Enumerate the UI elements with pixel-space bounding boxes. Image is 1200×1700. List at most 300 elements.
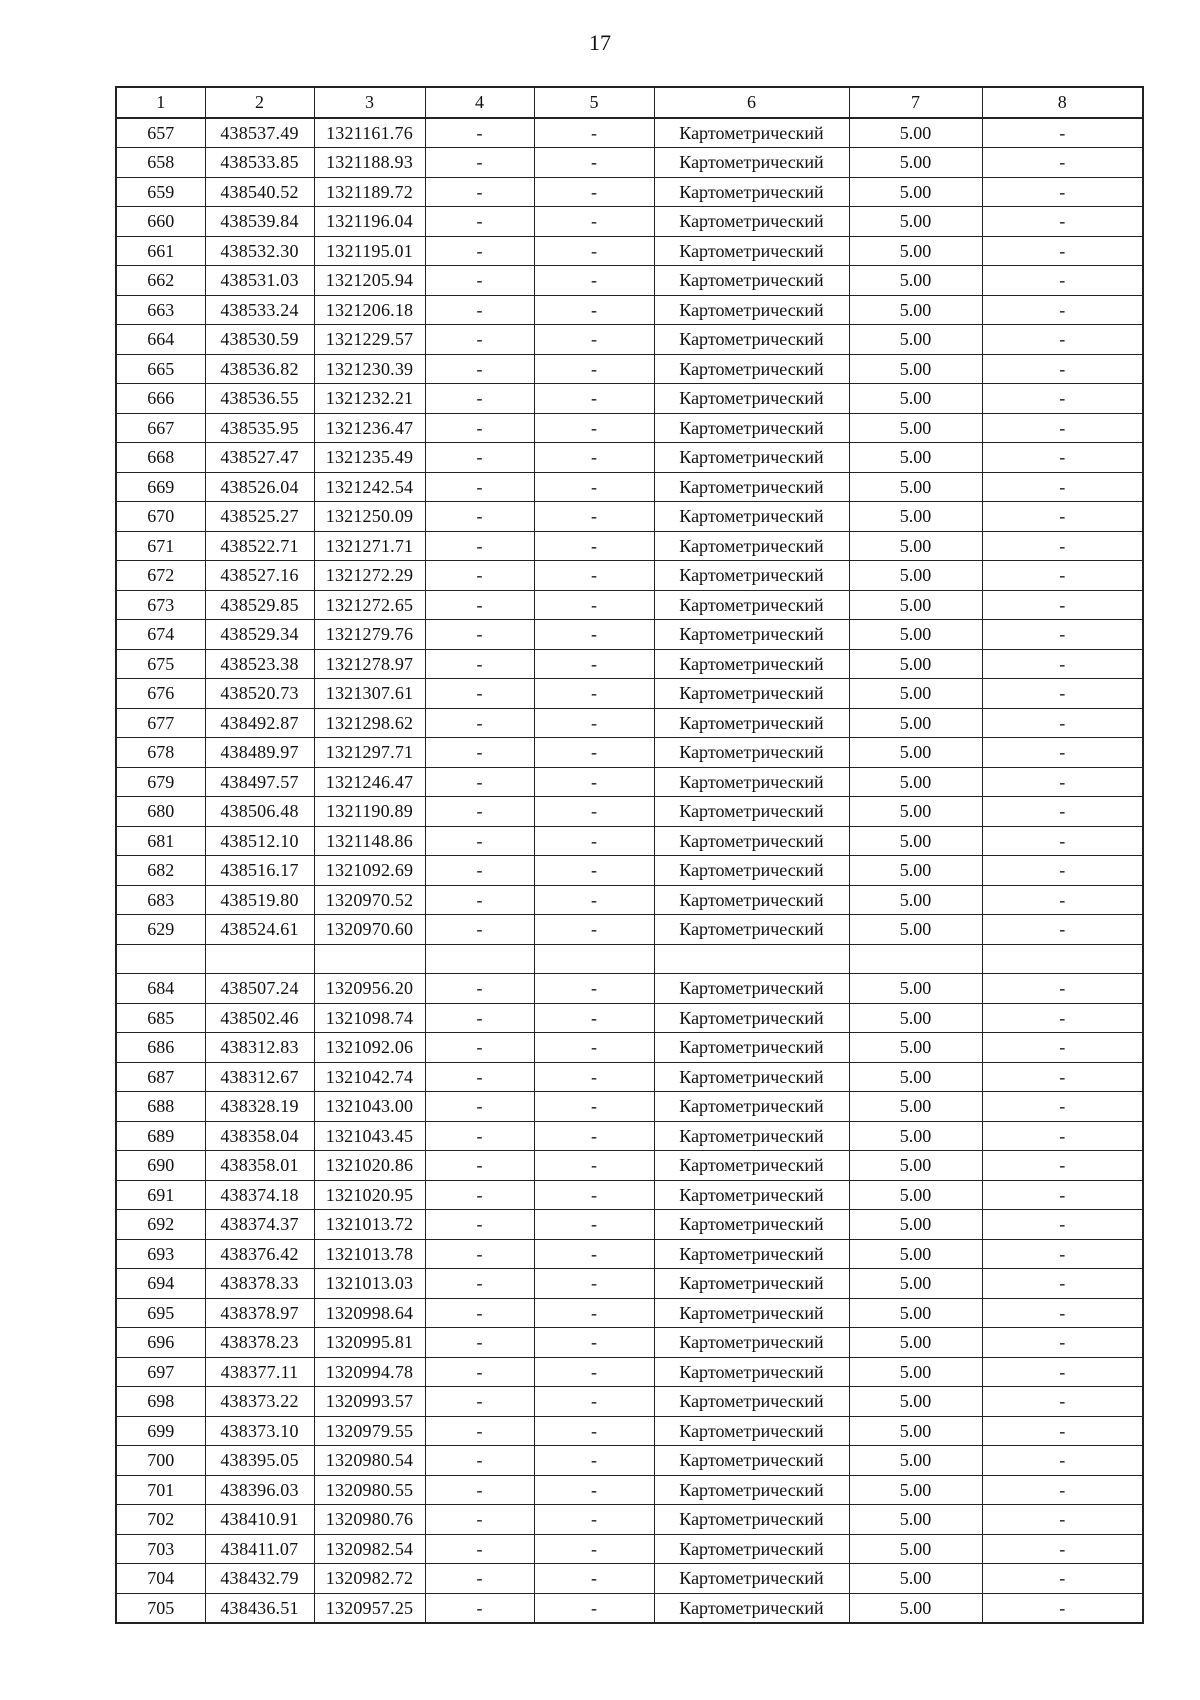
cell-col-4: - [425,1475,534,1505]
cell-y-coordinate: 1321043.00 [314,1092,425,1122]
cell-x-coordinate: 438378.33 [205,1269,314,1299]
table-row [116,1269,1143,1299]
cell-col-4: - [425,1269,534,1299]
cell-x-coordinate: 438535.95 [205,413,314,443]
column-header-2: 2 [205,87,314,118]
cell-point-number: 688 [116,1092,205,1122]
cell-y-coordinate: 1321206.18 [314,295,425,325]
cell-x-coordinate: 438328.19 [205,1092,314,1122]
cell-col-5: - [534,1328,654,1358]
cell-accuracy: 5.00 [849,561,982,591]
cell-col-5: - [534,1593,654,1623]
table-row [116,443,1143,473]
table-row [116,974,1143,1004]
cell-method: Картометрический [654,1092,849,1122]
column-header-6: 6 [654,87,849,118]
cell-accuracy: 5.00 [849,443,982,473]
cell-x-coordinate: 438312.67 [205,1062,314,1092]
cell-col-4: - [425,1180,534,1210]
cell-col-8: - [982,502,1143,532]
table-header [116,87,1143,118]
cell-y-coordinate: 1321298.62 [314,708,425,738]
cell-col-4: - [425,974,534,1004]
cell-col-8: - [982,295,1143,325]
cell-col-5: - [534,1357,654,1387]
cell-x-coordinate: 438411.07 [205,1534,314,1564]
cell-col-5: - [534,413,654,443]
cell-y-coordinate: 1320970.52 [314,885,425,915]
table-row [116,177,1143,207]
cell-method: Картометрический [654,679,849,709]
cell-point-number: 679 [116,767,205,797]
cell-point-number: 703 [116,1534,205,1564]
cell-x-coordinate: 438532.30 [205,236,314,266]
cell-col-4: - [425,177,534,207]
cell-col-8: - [982,472,1143,502]
cell-x-coordinate: 438373.22 [205,1387,314,1417]
cell-col-8: - [982,443,1143,473]
cell-y-coordinate: 1321271.71 [314,531,425,561]
table-row [116,561,1143,591]
cell-col-4: - [425,118,534,148]
cell-accuracy: 5.00 [849,207,982,237]
cell-point-number: 698 [116,1387,205,1417]
cell-accuracy: 5.00 [849,590,982,620]
cell-col-8: - [982,1298,1143,1328]
table-row [116,266,1143,296]
table-row [116,915,1143,945]
cell-accuracy: 5.00 [849,885,982,915]
cell-point-number: 668 [116,443,205,473]
cell-col-5: - [534,177,654,207]
table-row [116,1534,1143,1564]
cell-method: Картометрический [654,590,849,620]
cell-x-coordinate: 438410.91 [205,1505,314,1535]
cell-x-coordinate: 438436.51 [205,1593,314,1623]
table-row [116,590,1143,620]
cell-point-number: 657 [116,118,205,148]
cell-method: Картометрический [654,649,849,679]
cell-point-number: 699 [116,1416,205,1446]
cell-method: Картометрический [654,856,849,886]
cell-accuracy: 5.00 [849,1505,982,1535]
cell-col-8: - [982,1475,1143,1505]
cell-accuracy: 5.00 [849,148,982,178]
cell-x-coordinate: 438497.57 [205,767,314,797]
cell-col-8: - [982,679,1143,709]
cell-point-number: 695 [116,1298,205,1328]
cell-y-coordinate: 1321196.04 [314,207,425,237]
cell-col-5: - [534,325,654,355]
cell-y-coordinate: 1321232.21 [314,384,425,414]
cell-col-8: - [982,1092,1143,1122]
cell-accuracy: 5.00 [849,531,982,561]
cell-y-coordinate: 1320980.54 [314,1446,425,1476]
cell-accuracy: 5.00 [849,1269,982,1299]
cell-x-coordinate: 438520.73 [205,679,314,709]
cell-method: Картометрический [654,1239,849,1269]
cell-col-8: - [982,767,1143,797]
cell-point-number: 660 [116,207,205,237]
cell-x-coordinate: 438533.24 [205,295,314,325]
cell-col-4: - [425,443,534,473]
cell-col-5: - [534,1180,654,1210]
table-row [116,118,1143,148]
cell-accuracy: 5.00 [849,354,982,384]
cell-col-5: - [534,915,654,945]
cell-method [654,944,849,974]
column-header-1: 1 [116,87,205,118]
cell-col-4: - [425,620,534,650]
cell-accuracy: 5.00 [849,502,982,532]
cell-point-number: 696 [116,1328,205,1358]
cell-y-coordinate: 1321236.47 [314,413,425,443]
cell-col-5: - [534,1092,654,1122]
header-row [116,87,1143,118]
cell-y-coordinate: 1321013.03 [314,1269,425,1299]
cell-col-5: - [534,826,654,856]
cell-accuracy: 5.00 [849,325,982,355]
cell-point-number: 659 [116,177,205,207]
cell-accuracy: 5.00 [849,649,982,679]
cell-col-5: - [534,1121,654,1151]
cell-col-5: - [534,295,654,325]
cell-col-8: - [982,1357,1143,1387]
cell-y-coordinate: 1321229.57 [314,325,425,355]
cell-col-5: - [534,266,654,296]
cell-accuracy: 5.00 [849,1033,982,1063]
cell-accuracy: 5.00 [849,1564,982,1594]
column-header-3: 3 [314,87,425,118]
table-row [116,354,1143,384]
cell-method: Картометрический [654,974,849,1004]
cell-accuracy: 5.00 [849,1534,982,1564]
cell-col-5: - [534,148,654,178]
cell-accuracy: 5.00 [849,1387,982,1417]
cell-col-4: - [425,1239,534,1269]
table-row [116,148,1143,178]
cell-method: Картометрический [654,1121,849,1151]
cell-method: Картометрический [654,502,849,532]
cell-x-coordinate: 438524.61 [205,915,314,945]
cell-point-number: 704 [116,1564,205,1594]
table-row [116,236,1143,266]
cell-method: Картометрический [654,1328,849,1358]
cell-point-number: 686 [116,1033,205,1063]
cell-method: Картометрический [654,1003,849,1033]
cell-accuracy: 5.00 [849,767,982,797]
cell-x-coordinate: 438536.82 [205,354,314,384]
cell-col-5: - [534,1505,654,1535]
page-number: 17 [589,30,611,55]
cell-col-4: - [425,915,534,945]
cell-y-coordinate: 1321098.74 [314,1003,425,1033]
cell-accuracy: 5.00 [849,1298,982,1328]
cell-method: Картометрический [654,236,849,266]
cell-col-5: - [534,708,654,738]
cell-accuracy: 5.00 [849,679,982,709]
cell-method: Картометрический [654,1210,849,1240]
cell-col-5: - [534,443,654,473]
cell-accuracy: 5.00 [849,797,982,827]
cell-accuracy: 5.00 [849,472,982,502]
cell-point-number: 661 [116,236,205,266]
cell-accuracy: 5.00 [849,620,982,650]
cell-x-coordinate: 438527.16 [205,561,314,591]
table-row [116,1210,1143,1240]
cell-col-5: - [534,1298,654,1328]
cell-accuracy: 5.00 [849,1475,982,1505]
cell-col-8: - [982,561,1143,591]
cell-accuracy: 5.00 [849,1151,982,1181]
cell-col-4: - [425,679,534,709]
cell-col-4: - [425,797,534,827]
cell-x-coordinate: 438507.24 [205,974,314,1004]
cell-col-4: - [425,885,534,915]
cell-point-number: 673 [116,590,205,620]
table-row [116,1239,1143,1269]
cell-x-coordinate: 438502.46 [205,1003,314,1033]
cell-y-coordinate: 1321272.65 [314,590,425,620]
cell-accuracy: 5.00 [849,1416,982,1446]
cell-y-coordinate: 1320995.81 [314,1328,425,1358]
table-row [116,1121,1143,1151]
cell-method: Картометрический [654,1505,849,1535]
table-row [116,1328,1143,1358]
table-row [116,325,1143,355]
cell-col-8: - [982,1180,1143,1210]
cell-method: Картометрический [654,1387,849,1417]
cell-y-coordinate: 1321307.61 [314,679,425,709]
cell-col-4: - [425,295,534,325]
cell-x-coordinate [205,944,314,974]
cell-y-coordinate: 1320980.76 [314,1505,425,1535]
cell-col-4: - [425,1151,534,1181]
cell-accuracy: 5.00 [849,856,982,886]
cell-y-coordinate: 1321190.89 [314,797,425,827]
cell-method: Картометрический [654,266,849,296]
table-row [116,679,1143,709]
cell-y-coordinate: 1321230.39 [314,354,425,384]
cell-col-4: - [425,561,534,591]
cell-y-coordinate: 1321020.86 [314,1151,425,1181]
cell-col-4: - [425,649,534,679]
cell-col-8: - [982,1416,1143,1446]
cell-col-5: - [534,1033,654,1063]
cell-method: Картометрический [654,295,849,325]
cell-y-coordinate: 1321092.69 [314,856,425,886]
table-row [116,1062,1143,1092]
cell-y-coordinate: 1320957.25 [314,1593,425,1623]
cell-x-coordinate: 438516.17 [205,856,314,886]
cell-col-4: - [425,1534,534,1564]
table-row [116,826,1143,856]
cell-y-coordinate: 1320994.78 [314,1357,425,1387]
cell-point-number: 662 [116,266,205,296]
cell-col-5: - [534,797,654,827]
cell-accuracy: 5.00 [849,1121,982,1151]
table-row [116,1151,1143,1181]
cell-method: Картометрический [654,531,849,561]
cell-point-number: 674 [116,620,205,650]
cell-col-4: - [425,531,534,561]
table-row [116,1298,1143,1328]
cell-col-8: - [982,177,1143,207]
cell-col-5: - [534,531,654,561]
cell-col-4: - [425,354,534,384]
cell-method: Картометрический [654,708,849,738]
table-row [116,1505,1143,1535]
cell-method: Картометрический [654,1534,849,1564]
cell-col-8: - [982,354,1143,384]
cell-x-coordinate: 438374.37 [205,1210,314,1240]
column-header-5: 5 [534,87,654,118]
cell-accuracy: 5.00 [849,738,982,768]
cell-accuracy: 5.00 [849,915,982,945]
cell-col-8: - [982,118,1143,148]
cell-col-5: - [534,207,654,237]
cell-accuracy: 5.00 [849,384,982,414]
cell-y-coordinate: 1321043.45 [314,1121,425,1151]
cell-method: Картометрический [654,1180,849,1210]
table-row [116,708,1143,738]
cell-col-5: - [534,1062,654,1092]
cell-method: Картометрический [654,443,849,473]
cell-col-8: - [982,590,1143,620]
cell-col-4: - [425,1003,534,1033]
table-row [116,767,1143,797]
cell-x-coordinate: 438395.05 [205,1446,314,1476]
cell-y-coordinate: 1321195.01 [314,236,425,266]
cell-method: Картометрический [654,118,849,148]
cell-y-coordinate: 1321092.06 [314,1033,425,1063]
cell-col-8: - [982,856,1143,886]
cell-accuracy: 5.00 [849,266,982,296]
cell-col-4: - [425,207,534,237]
cell-method: Картометрический [654,384,849,414]
cell-col-8: - [982,1062,1143,1092]
cell-col-4: - [425,236,534,266]
cell-point-number: 665 [116,354,205,384]
cell-point-number: 694 [116,1269,205,1299]
cell-method: Картометрический [654,738,849,768]
cell-col-8: - [982,1534,1143,1564]
table-row [116,1446,1143,1476]
cell-col-4: - [425,148,534,178]
table-row [116,1033,1143,1063]
cell-method: Картометрический [654,1298,849,1328]
cell-point-number: 697 [116,1357,205,1387]
cell-col-4: - [425,472,534,502]
cell-col-5: - [534,885,654,915]
table-row [116,856,1143,886]
cell-x-coordinate: 438378.97 [205,1298,314,1328]
cell-y-coordinate: 1321189.72 [314,177,425,207]
cell-x-coordinate: 438377.11 [205,1357,314,1387]
cell-x-coordinate: 438358.04 [205,1121,314,1151]
cell-col-4: - [425,1505,534,1535]
cell-method: Картометрический [654,1151,849,1181]
cell-method: Картометрический [654,1269,849,1299]
cell-x-coordinate: 438312.83 [205,1033,314,1063]
cell-y-coordinate: 1320998.64 [314,1298,425,1328]
cell-y-coordinate: 1321020.95 [314,1180,425,1210]
cell-method: Картометрический [654,207,849,237]
cell-col-5: - [534,1210,654,1240]
cell-accuracy: 5.00 [849,1003,982,1033]
cell-x-coordinate: 438373.10 [205,1416,314,1446]
cell-col-5: - [534,1003,654,1033]
cell-col-8: - [982,974,1143,1004]
cell-col-4 [425,944,534,974]
cell-col-5: - [534,649,654,679]
cell-y-coordinate: 1321278.97 [314,649,425,679]
cell-x-coordinate: 438374.18 [205,1180,314,1210]
cell-col-8: - [982,1239,1143,1269]
cell-accuracy: 5.00 [849,1180,982,1210]
cell-col-8: - [982,915,1143,945]
cell-point-number: 667 [116,413,205,443]
cell-col-8: - [982,738,1143,768]
cell-point-number: 663 [116,295,205,325]
cell-x-coordinate: 438525.27 [205,502,314,532]
table-row [116,1416,1143,1446]
cell-col-4: - [425,856,534,886]
table-row [116,502,1143,532]
table-row [116,1564,1143,1594]
cell-point-number: 671 [116,531,205,561]
cell-x-coordinate: 438539.84 [205,207,314,237]
table-row [116,649,1143,679]
cell-point-number: 685 [116,1003,205,1033]
cell-x-coordinate: 438540.52 [205,177,314,207]
cell-method: Картометрический [654,885,849,915]
table-row [116,1387,1143,1417]
cell-y-coordinate: 1321205.94 [314,266,425,296]
cell-col-4: - [425,590,534,620]
cell-y-coordinate: 1321246.47 [314,767,425,797]
cell-y-coordinate: 1320982.54 [314,1534,425,1564]
cell-col-4: - [425,708,534,738]
cell-y-coordinate: 1320956.20 [314,974,425,1004]
cell-point-number: 675 [116,649,205,679]
table-row [116,885,1143,915]
cell-col-8: - [982,1269,1143,1299]
cell-y-coordinate: 1320979.55 [314,1416,425,1446]
cell-y-coordinate: 1321242.54 [314,472,425,502]
cell-col-4: - [425,1210,534,1240]
cell-x-coordinate: 438512.10 [205,826,314,856]
cell-col-8: - [982,1387,1143,1417]
cell-accuracy: 5.00 [849,295,982,325]
cell-col-4: - [425,826,534,856]
cell-y-coordinate: 1321279.76 [314,620,425,650]
cell-method: Картометрический [654,826,849,856]
cell-col-5: - [534,974,654,1004]
table-row [116,207,1143,237]
cell-col-8: - [982,797,1143,827]
cell-method: Картометрический [654,915,849,945]
cell-method: Картометрический [654,561,849,591]
cell-col-4: - [425,266,534,296]
cell-col-5: - [534,1239,654,1269]
cell-accuracy [849,944,982,974]
cell-method: Картометрический [654,1357,849,1387]
cell-col-8: - [982,649,1143,679]
cell-col-8: - [982,384,1143,414]
cell-col-5: - [534,1534,654,1564]
cell-point-number: 676 [116,679,205,709]
